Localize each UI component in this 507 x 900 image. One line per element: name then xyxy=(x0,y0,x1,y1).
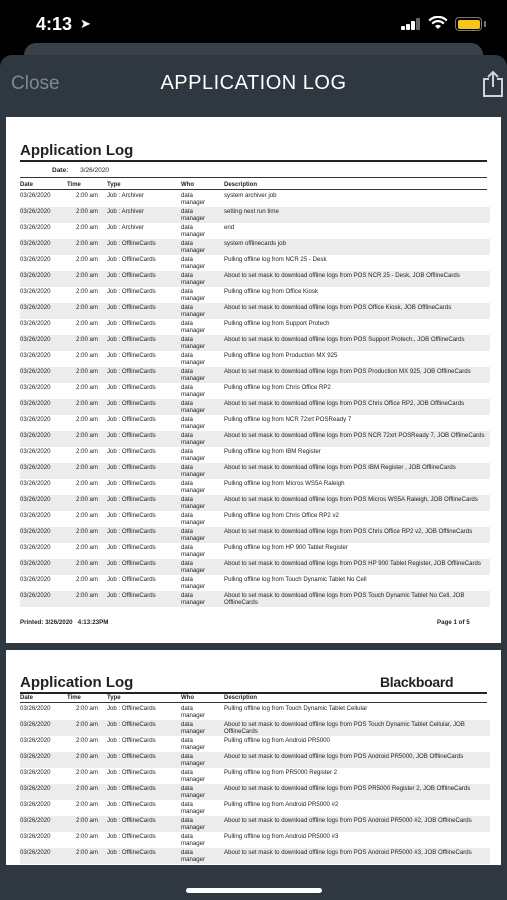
cell-type: Job : OfflineCards xyxy=(107,769,156,776)
cell-who: data manager xyxy=(181,480,206,494)
column-header-description: Description xyxy=(224,695,258,701)
cell-type: Job : Archiver xyxy=(107,208,144,215)
cellular-signal-icon xyxy=(401,18,421,30)
table-row xyxy=(20,832,490,848)
cell-who: data manager xyxy=(181,336,206,350)
cell-description: Pulling offline log from Touch Dynamic Tablet Cellular xyxy=(224,705,368,712)
cell-time: 2:00 am xyxy=(75,849,98,856)
cell-date: 03/26/2020 xyxy=(20,560,51,567)
table-row xyxy=(20,543,490,559)
column-header-description: Description xyxy=(224,182,258,188)
table-row xyxy=(20,303,490,319)
cell-type: Job : OfflineCards xyxy=(107,737,156,744)
cell-time: 2:00 am xyxy=(75,576,98,583)
printed-date: Printed: 3/26/2020 xyxy=(20,619,73,626)
cell-date: 03/26/2020 xyxy=(20,721,51,728)
cell-description: Pulling offline log from Android PR5000 xyxy=(224,737,330,744)
cell-who: data manager xyxy=(181,769,206,783)
table-row xyxy=(20,736,490,752)
cell-date: 03/26/2020 xyxy=(20,320,51,327)
cell-who: data manager xyxy=(181,256,206,270)
column-header-time: Time xyxy=(67,182,81,188)
cell-who: data manager xyxy=(181,400,206,414)
cell-description: Pulling offline log from Support Protech xyxy=(224,320,330,327)
cell-description: About to set mask to download offline logs from POS PR5000 Register 2, JOB OfflineCards xyxy=(224,785,471,792)
cell-who: data manager xyxy=(181,833,206,847)
table-row xyxy=(20,463,490,479)
column-header-type: Type xyxy=(107,695,121,701)
cell-date: 03/26/2020 xyxy=(20,785,51,792)
cell-description: Pulling offline log from Micros WS5A Raleigh xyxy=(224,480,345,487)
cell-who: data manager xyxy=(181,849,206,863)
header-rule xyxy=(20,189,487,190)
cell-time: 2:00 am xyxy=(75,384,98,391)
cell-description: About to set mask to download offline logs from POS Chris Office RP2 v2, JOB OfflineCards xyxy=(224,528,473,535)
cell-description: Pulling offline log from NCR 72xrt POSReady 7 xyxy=(224,416,352,423)
cell-type: Job : OfflineCards xyxy=(107,833,156,840)
cell-date: 03/26/2020 xyxy=(20,769,51,776)
cell-who: data manager xyxy=(181,416,206,430)
cell-description: About to set mask to download offline logs from POS Touch Dynamic Tablet No Cell, JOB OfflineCards xyxy=(224,592,465,606)
cell-time: 2:00 am xyxy=(75,272,98,279)
cell-time: 2:00 am xyxy=(75,560,98,567)
cell-who: data manager xyxy=(181,592,206,606)
document-viewer[interactable] xyxy=(6,117,501,865)
cell-time: 2:00 am xyxy=(75,592,98,599)
table-row xyxy=(20,255,490,271)
cell-type: Job : OfflineCards xyxy=(107,272,156,279)
table-row xyxy=(20,495,490,511)
cell-time: 2:00 am xyxy=(75,448,98,455)
cell-who: data manager xyxy=(181,304,206,318)
cell-date: 03/26/2020 xyxy=(20,849,51,856)
cell-date: 03/26/2020 xyxy=(20,288,51,295)
printed-timestamp xyxy=(20,619,108,626)
cell-type: Job : Archiver xyxy=(107,192,144,199)
table-row xyxy=(20,287,490,303)
cell-description: Pulling offline log from Android PR5000 #2 xyxy=(224,801,339,808)
cell-time: 2:00 am xyxy=(75,705,98,712)
table-row xyxy=(20,383,490,399)
cell-who: data manager xyxy=(181,512,206,526)
cell-time: 2:00 am xyxy=(75,817,98,824)
cell-time: 2:00 am xyxy=(75,801,98,808)
cell-time: 2:00 am xyxy=(75,464,98,471)
cell-type: Job : OfflineCards xyxy=(107,336,156,343)
cell-time: 2:00 am xyxy=(75,352,98,359)
cell-type: Job : OfflineCards xyxy=(107,384,156,391)
cell-description: About to set mask to download offline logs from POS Android PR5000 #3, JOB OfflineCards xyxy=(224,849,472,856)
document-page-2 xyxy=(6,650,501,865)
report-title: Application Log xyxy=(20,674,134,691)
cell-time: 2:00 am xyxy=(75,833,98,840)
table-row xyxy=(20,575,490,591)
cell-who: data manager xyxy=(181,705,206,719)
report-title: Application Log xyxy=(20,142,134,159)
cell-who: data manager xyxy=(181,721,206,735)
cell-description: About to set mask to download offline logs from POS NCR 72xrt POSReady 7, JOB OfflineCards xyxy=(224,432,485,439)
cell-time: 2:00 am xyxy=(75,224,98,231)
cell-who: data manager xyxy=(181,817,206,831)
column-header-date: Date xyxy=(20,695,34,701)
cell-time: 2:00 am xyxy=(75,753,98,760)
location-arrow-icon: ➤ xyxy=(80,16,91,31)
cell-date: 03/26/2020 xyxy=(20,592,51,599)
cell-time: 2:00 am xyxy=(75,416,98,423)
cell-description: Pulling offline log from NCR 25 - Desk xyxy=(224,256,327,263)
cell-type: Job : OfflineCards xyxy=(107,368,156,375)
table-row xyxy=(20,431,490,447)
cell-who: data manager xyxy=(181,560,206,574)
cell-date: 03/26/2020 xyxy=(20,224,51,231)
cell-description: Pulling offline log from IBM Register xyxy=(224,448,321,455)
status-bar xyxy=(0,0,507,48)
table-row xyxy=(20,511,490,527)
cell-description: About to set mask to download offline logs from POS Android PR5000, JOB OfflineCards xyxy=(224,753,464,760)
date-label: Date: xyxy=(52,167,69,174)
cell-time: 2:00 am xyxy=(75,192,98,199)
cell-who: data manager xyxy=(181,208,206,222)
table-row xyxy=(20,816,490,832)
printed-time: 4:13:23PM xyxy=(77,619,109,626)
table-row xyxy=(20,479,490,495)
cell-type: Job : OfflineCards xyxy=(107,512,156,519)
table-row xyxy=(20,351,490,367)
cell-who: data manager xyxy=(181,288,206,302)
cell-who: data manager xyxy=(181,192,206,206)
table-row xyxy=(20,784,490,800)
log-table xyxy=(20,191,490,607)
cell-description: Pulling offline log from PR5000 Register 2 xyxy=(224,769,338,776)
cell-date: 03/26/2020 xyxy=(20,576,51,583)
cell-description: About to set mask to download offline logs from POS HP 900 Tablet Register, JOB OfflineCards xyxy=(224,560,481,567)
table-row xyxy=(20,239,490,255)
close-button[interactable]: Close xyxy=(11,73,60,94)
cell-type: Job : OfflineCards xyxy=(107,721,156,728)
cell-description: Pulling offline log from Chris Office RP2 v2 xyxy=(224,512,339,519)
table-row xyxy=(20,191,490,207)
cell-date: 03/26/2020 xyxy=(20,240,51,247)
date-rule xyxy=(20,177,487,178)
cell-date: 03/26/2020 xyxy=(20,432,51,439)
cell-date: 03/26/2020 xyxy=(20,416,51,423)
cell-time: 2:00 am xyxy=(75,304,98,311)
table-row xyxy=(20,319,490,335)
cell-who: data manager xyxy=(181,432,206,446)
cell-description: Pulling offline log from Chris Office RP2 xyxy=(224,384,331,391)
status-time: 4:13 xyxy=(36,14,73,34)
cell-date: 03/26/2020 xyxy=(20,336,51,343)
cell-who: data manager xyxy=(181,496,206,510)
table-row xyxy=(20,415,490,431)
cell-date: 03/26/2020 xyxy=(20,448,51,455)
cell-time: 2:00 am xyxy=(75,496,98,503)
cell-time: 2:00 am xyxy=(75,769,98,776)
cell-time: 2:00 am xyxy=(75,512,98,519)
cell-who: data manager xyxy=(181,352,206,366)
cell-time: 2:00 am xyxy=(75,785,98,792)
cell-who: data manager xyxy=(181,464,206,478)
cell-time: 2:00 am xyxy=(75,320,98,327)
cell-description: system offlinecards job xyxy=(224,240,286,247)
cell-description: end xyxy=(224,224,235,231)
report-date xyxy=(52,167,109,174)
cell-date: 03/26/2020 xyxy=(20,833,51,840)
cell-date: 03/26/2020 xyxy=(20,192,51,199)
table-row xyxy=(20,527,490,543)
table-row xyxy=(20,720,490,736)
cell-date: 03/26/2020 xyxy=(20,384,51,391)
cell-date: 03/26/2020 xyxy=(20,512,51,519)
cell-date: 03/26/2020 xyxy=(20,480,51,487)
table-row xyxy=(20,271,490,287)
cell-description: About to set mask to download offline logs from POS Support Protech., JOB OfflineCards xyxy=(224,336,465,343)
title-rule xyxy=(20,692,487,694)
cell-date: 03/26/2020 xyxy=(20,737,51,744)
header-rule xyxy=(20,702,487,703)
cell-type: Job : OfflineCards xyxy=(107,801,156,808)
brand-logo: Blackboard xyxy=(380,674,454,690)
cell-who: data manager xyxy=(181,224,206,238)
cell-type: Job : OfflineCards xyxy=(107,496,156,503)
cell-date: 03/26/2020 xyxy=(20,272,51,279)
column-header-date: Date xyxy=(20,182,34,188)
column-header-who: Who xyxy=(181,695,194,701)
cell-type: Job : Archiver xyxy=(107,224,144,231)
cell-description: About to set mask to download offline logs from POS IBM Register , JOB OfflineCards xyxy=(224,464,456,471)
cell-time: 2:00 am xyxy=(75,208,98,215)
cell-type: Job : OfflineCards xyxy=(107,304,156,311)
table-row xyxy=(20,704,490,720)
table-row xyxy=(20,223,490,239)
cell-type: Job : OfflineCards xyxy=(107,544,156,551)
cell-description: Pulling offline log from Office Kiosk xyxy=(224,288,318,295)
cell-type: Job : OfflineCards xyxy=(107,288,156,295)
cell-date: 03/26/2020 xyxy=(20,496,51,503)
cell-time: 2:00 am xyxy=(75,336,98,343)
cell-description: About to set mask to download offline logs from POS Office Kiosk, JOB OfflineCards xyxy=(224,304,452,311)
cell-type: Job : OfflineCards xyxy=(107,705,156,712)
cell-type: Job : OfflineCards xyxy=(107,400,156,407)
cell-date: 03/26/2020 xyxy=(20,753,51,760)
cell-who: data manager xyxy=(181,384,206,398)
cell-time: 2:00 am xyxy=(75,368,98,375)
date-value: 3/26/2020 xyxy=(80,167,109,174)
cell-who: data manager xyxy=(181,801,206,815)
cell-who: data manager xyxy=(181,544,206,558)
wifi-icon xyxy=(428,16,448,30)
cell-time: 2:00 am xyxy=(75,400,98,407)
cell-type: Job : OfflineCards xyxy=(107,432,156,439)
bottom-bar xyxy=(0,865,507,900)
cell-date: 03/26/2020 xyxy=(20,544,51,551)
cell-type: Job : OfflineCards xyxy=(107,753,156,760)
cell-type: Job : OfflineCards xyxy=(107,352,156,359)
cell-time: 2:00 am xyxy=(75,240,98,247)
cell-description: Pulling offline log from Touch Dynamic Tablet No Cell xyxy=(224,576,367,583)
document-page-1 xyxy=(6,117,501,643)
cell-date: 03/26/2020 xyxy=(20,304,51,311)
cell-description: About to set mask to download offline logs from POS NCR 25 - Desk, JOB OfflineCards xyxy=(224,272,460,279)
cell-who: data manager xyxy=(181,785,206,799)
cell-time: 2:00 am xyxy=(75,480,98,487)
cell-type: Job : OfflineCards xyxy=(107,464,156,471)
cell-who: data manager xyxy=(181,576,206,590)
cell-date: 03/26/2020 xyxy=(20,400,51,407)
cell-date: 03/26/2020 xyxy=(20,801,51,808)
cell-type: Job : OfflineCards xyxy=(107,240,156,247)
table-row xyxy=(20,447,490,463)
log-table xyxy=(20,704,490,864)
cell-who: data manager xyxy=(181,448,206,462)
table-row xyxy=(20,207,490,223)
cell-description: About to set mask to download offline logs from POS Touch Dynamic Tablet Cellular, JOB OfflineCards xyxy=(224,721,465,735)
table-row xyxy=(20,848,490,864)
table-row xyxy=(20,800,490,816)
page-number: Page 1 of 5 xyxy=(437,619,470,626)
cell-description: About to set mask to download offline logs from POS Android PR5000 #2, JOB OfflineCards xyxy=(224,817,472,824)
table-row xyxy=(20,752,490,768)
cell-date: 03/26/2020 xyxy=(20,817,51,824)
table-row xyxy=(20,591,490,607)
cell-date: 03/26/2020 xyxy=(20,528,51,535)
cell-who: data manager xyxy=(181,240,206,254)
battery-icon xyxy=(455,17,482,31)
cell-type: Job : OfflineCards xyxy=(107,576,156,583)
cell-time: 2:00 am xyxy=(75,544,98,551)
cell-who: data manager xyxy=(181,737,206,751)
table-row xyxy=(20,399,490,415)
cell-date: 03/26/2020 xyxy=(20,208,51,215)
cell-time: 2:00 am xyxy=(75,737,98,744)
cell-time: 2:00 am xyxy=(75,721,98,728)
battery-nub xyxy=(484,21,486,27)
cell-date: 03/26/2020 xyxy=(20,352,51,359)
cell-description: system archiver job xyxy=(224,192,277,199)
cell-who: data manager xyxy=(181,528,206,542)
cell-type: Job : OfflineCards xyxy=(107,785,156,792)
cell-description: Pulling offline log from Production MX 925 xyxy=(224,352,338,359)
cell-date: 03/26/2020 xyxy=(20,464,51,471)
cell-description: About to set mask to download offline logs from POS Production MX 925, JOB OfflineCards xyxy=(224,368,471,375)
cell-description: setting next run time xyxy=(224,208,279,215)
table-row xyxy=(20,559,490,575)
home-indicator[interactable] xyxy=(186,888,322,893)
column-header-who: Who xyxy=(181,182,194,188)
cell-type: Job : OfflineCards xyxy=(107,448,156,455)
title-rule xyxy=(20,160,487,162)
cell-type: Job : OfflineCards xyxy=(107,256,156,263)
share-icon[interactable] xyxy=(480,70,506,98)
cell-date: 03/26/2020 xyxy=(20,368,51,375)
cell-type: Job : OfflineCards xyxy=(107,416,156,423)
cell-time: 2:00 am xyxy=(75,528,98,535)
cell-description: Pulling offline log from Android PR5000 #3 xyxy=(224,833,339,840)
cell-time: 2:00 am xyxy=(75,256,98,263)
cell-who: data manager xyxy=(181,368,206,382)
table-row xyxy=(20,335,490,351)
cell-type: Job : OfflineCards xyxy=(107,320,156,327)
cell-time: 2:00 am xyxy=(75,288,98,295)
cell-who: data manager xyxy=(181,272,206,286)
column-header-time: Time xyxy=(67,695,81,701)
cell-description: Pulling offline log from HP 900 Tablet Register xyxy=(224,544,348,551)
page-title: APPLICATION LOG xyxy=(160,72,347,94)
table-row xyxy=(20,768,490,784)
cell-type: Job : OfflineCards xyxy=(107,817,156,824)
table-row xyxy=(20,367,490,383)
cell-type: Job : OfflineCards xyxy=(107,528,156,535)
cell-type: Job : OfflineCards xyxy=(107,592,156,599)
cell-type: Job : OfflineCards xyxy=(107,849,156,856)
cell-type: Job : OfflineCards xyxy=(107,480,156,487)
cell-who: data manager xyxy=(181,753,206,767)
column-header-type: Type xyxy=(107,182,121,188)
cell-date: 03/26/2020 xyxy=(20,705,51,712)
cell-who: data manager xyxy=(181,320,206,334)
cell-type: Job : OfflineCards xyxy=(107,560,156,567)
cell-description: About to set mask to download offline logs from POS Chris Office RP2, JOB OfflineCards xyxy=(224,400,465,407)
cell-description: About to set mask to download offline logs from POS Micros WS5A Raleigh, JOB OfflineCards xyxy=(224,496,478,503)
cell-time: 2:00 am xyxy=(75,432,98,439)
cell-date: 03/26/2020 xyxy=(20,256,51,263)
